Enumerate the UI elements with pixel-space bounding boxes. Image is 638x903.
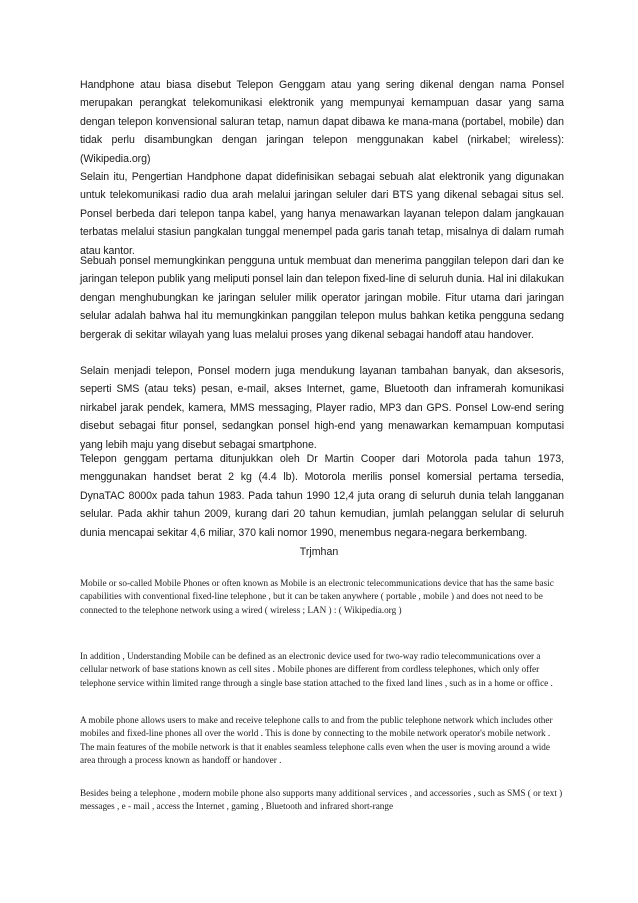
english-paragraph-3: A mobile phone allows users to make and receive telephone calls to and from the public telephone network which includes other mobiles and fixed-line phones all over the world . This is done by connecting to the mobile network operator's mobile network . The main features of the mobile network is that it enables seamless telephone calls even when the user is moving around a wide area through a process known as handoff or handover . [80,715,553,766]
indonesian-paragraph-2: Selain itu, Pengertian Handphone dapat didefinisikan sebagai sebuah alat elektronik yang digunakan untuk telekomunikasi radio dua arah melalui jaringan seluler dari BTS yang dikenal sebagai situs sel. Ponsel berbeda dari telepon tanpa kabel, yang hanya menawarkan layanan telepon dalam jangkauan terbatas melalui stasiun pangkalan tunggal menempel pada garis tanah tetap, misalnya di dalam rumah atau kantor. [80,171,564,257]
english-paragraph-2: In addition , Understanding Mobile can be defined as an electronic device used for two-way radio telecommunications over a cellular network of base stations known as cell sites . Mobile phones are different from cordless telephones, which only offer telephone service within limited range through a single base station attached to the fixed land lines , such as in a home or office . [80,651,553,688]
indonesian-paragraph-4: Selain menjadi telepon, Ponsel modern juga mendukung layanan tambahan banyak, dan aksesoris, seperti SMS (atau teks) pesan, e-mail, akses Internet, game, Bluetooth dan inframerah komunikasi nirkabel jarak pendek, kamera, MMS messaging, Player radio, MP3 dan GPS. Ponsel Low-end sering disebut sebagai fitur ponsel, sedangkan ponsel high-end yang menawarkan kemampuan komputasi yang lebih maju yang disebut sebagai smartphone. [80,365,564,451]
english-paragraph-4: Besides being a telephone , modern mobile phone also supports many additional services , and accessories , such as SMS ( or text ) messages , e - mail , access the Internet , gaming , Bluetooth and infrared short-range [80,788,563,812]
indonesian-paragraph-5: Telepon genggam pertama ditunjukkan oleh Dr Martin Cooper dari Motorola pada tahun 1973, menggunakan handset berat 2 kg (4.4 lb). Motorola merilis ponsel komersial pertama tersedia, DynaTAC 8000x pada tahun 1983. Pada tahun 1990 12,4 juta orang di seluruh dunia telah langganan selular. Pada akhir tahun 2009, kurang dari 20 tahun kemudian, jumlah pelanggan selular di seluruh dunia mencapai sekitar 4,6 miliar, 370 kali nomor 1990, menembus negara-negara berkembang. [80,453,564,539]
translation-heading: Trjmhan [299,546,339,558]
english-paragraph-1: Mobile or so-called Mobile Phones or often known as Mobile is an electronic telecommunications device that has the same basic capabilities with conventional fixed-line telephone , but it can be taken anywhere ( portable , mobile ) and does not need to be connected to the telephone network using a wired ( wireless ; LAN ) : ( Wikipedia.org ) [80,578,554,615]
indonesian-paragraph-1: Handphone atau biasa disebut Telepon Genggam atau yang sering dikenal dengan nama Ponsel merupakan perangkat telekomunikasi elektronik yang mempunyai kemampuan dasar yang sama dengan telepon konvensional saluran tetap, namun dapat dibawa ke mana-mana (portabel, mobile) dan tidak perlu disambungkan dengan jaringan telepon menggunakan kabel (nirkabel; wireless): (Wikipedia.org) [80,79,564,165]
indonesian-paragraph-3: Sebuah ponsel memungkinkan pengguna untuk membuat dan menerima panggilan telepon dari dan ke jaringan telepon publik yang meliputi ponsel lain dan telepon fixed-line di seluruh dunia. Hal ini dilakukan dengan menghubungkan ke jaringan seluler milik operator jaringan mobile. Fitur utama dari jaringan selular adalah bahwa hal itu memungkinkan panggilan telepon mulus bahkan ketika pengguna sedang bergerak di sekitar wilayah yang luas melalui proses yang dikenal sebagai handoff atau handover. [80,255,564,341]
